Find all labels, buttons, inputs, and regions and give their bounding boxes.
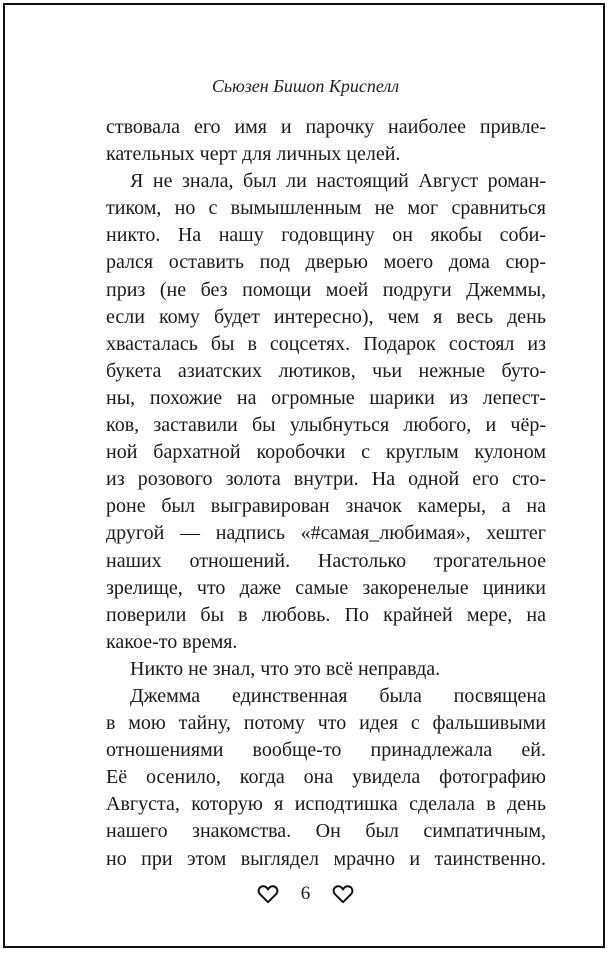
text-line: нашего знакомства. Он был симпатичным, (106, 820, 546, 843)
text-line: Джемма единственная была посвящена (130, 684, 546, 707)
heart-outline-icon (332, 884, 354, 904)
text-line: никто. На нашу годовщину он якобы соби- (106, 224, 546, 247)
text-line: рался оставить под дверью моего дома сюр- (106, 251, 546, 274)
text-line: другой — надпись «#самая_любимая», хештег (106, 522, 546, 545)
text-line: отношениями вообще-то принадлежала ей. (106, 739, 546, 762)
text-line: если кому будет интересно), чем я весь день (106, 305, 546, 328)
text-line: зрелище, что даже самые закоренелые циники (106, 576, 546, 599)
running-head-author: Сьюзен Бишоп Криспелл (211, 76, 400, 96)
text-line: наших отношений. Настолько трогательное (106, 549, 546, 572)
text-line: хвасталась бы в соцсетях. Подарок состоял из (106, 332, 546, 355)
body-text (106, 114, 546, 873)
text-line: Никто не знал, что это всё неправда. (130, 657, 441, 680)
text-line: Её осенило, когда она увидела фотографию (106, 766, 546, 789)
text-line: кательных черт для личных целей. (106, 143, 401, 166)
page-number: 6 (300, 883, 311, 904)
text-line: поверили бы в любовь. По крайней мере, на (106, 603, 546, 626)
text-line: роне был выгравирован значок камеры, а на (106, 495, 546, 518)
text-line: в мою тайну, потому что идея с фальшивыми (106, 712, 546, 735)
text-line: ков, заставили бы улыбнуться любого, и чёр- (106, 414, 546, 437)
text-line: букета азиатских лютиков, чьи нежные буто- (106, 359, 546, 382)
text-line: ны, похожие на огромные шарики из лепест- (106, 386, 546, 409)
heart-outline-icon (257, 884, 279, 904)
text-line: но при этом выглядел мрачно и таинственно. (106, 847, 546, 870)
page-footer (0, 883, 611, 905)
text-line: приз (не без помощи моей подруги Джеммы, (106, 278, 546, 301)
text-line: тиком, но с вымышленным не мог сравниться (106, 197, 546, 220)
text-line: ной бархатной коробочки с круглым кулоном (106, 441, 546, 464)
text-line: какое-то время. (106, 630, 238, 653)
text-line: Я не знала, был ли настоящий Август роман- (130, 170, 546, 193)
text-line: из розового золота внутри. На одной его сто- (106, 468, 546, 491)
text-line: ствовала его имя и парочку наиболее привле- (106, 116, 546, 138)
text-line: Августа, которую я исподтишка сделала в день (106, 793, 546, 816)
